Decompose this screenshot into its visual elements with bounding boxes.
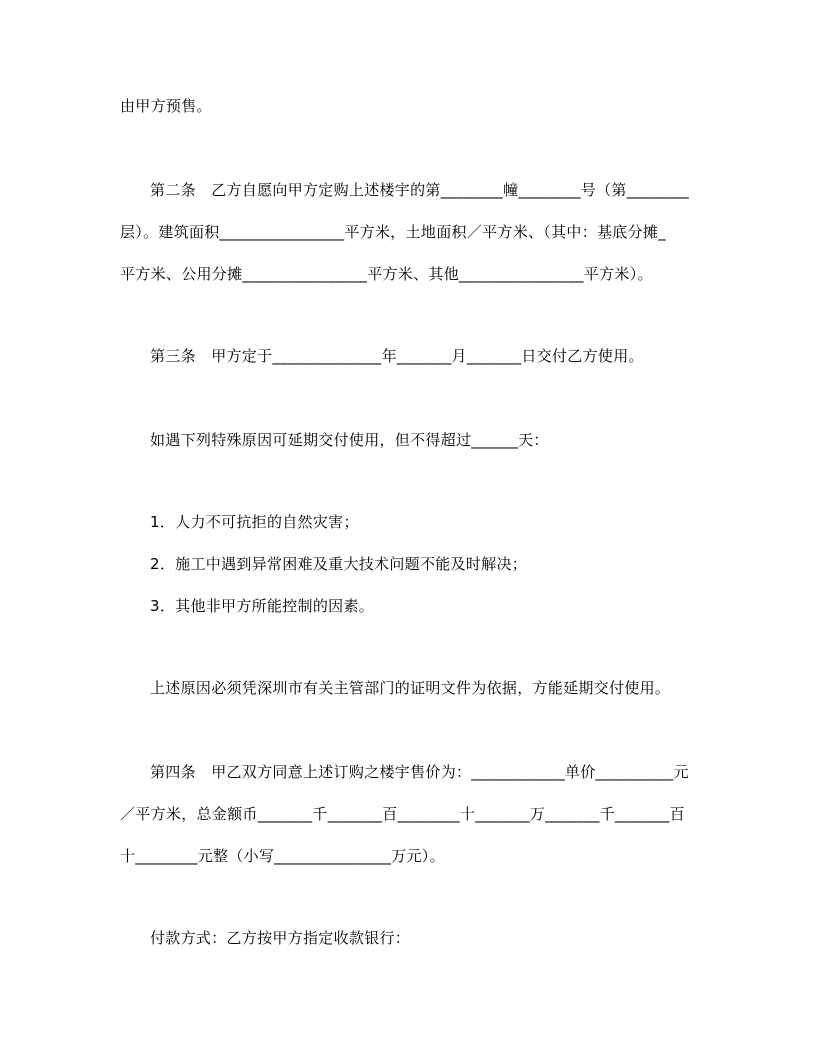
text-line-9: ／平方米，总金额币_______千_______百________十_______万_______千_______百	[120, 805, 685, 823]
list-item-3: 3．其他非甲方所能控制的因素。	[150, 597, 375, 615]
text-line-11: 付款方式：乙方按甲方指定收款银行：	[150, 929, 411, 947]
text-line-5: 第三条 甲方定于______________年_______月_______日交付乙方使用。	[150, 347, 644, 365]
text-line-10: 十________元整（小写_______________万元）。	[120, 847, 445, 865]
text-line-7: 上述原因必须凭深圳市有关主管部门的证明文件为依据，方能延期交付使用。	[150, 679, 671, 697]
text-line-2: 第二条 乙方自愿向甲方定购上述楼宇的第________幢________号（第________	[150, 181, 690, 199]
text-line-1: 由甲方预售。	[120, 97, 212, 115]
text-line-4: 平方米、公用分摊________________平方米、其他________________平方米）。	[120, 265, 653, 283]
text-line-6: 如遇下列特殊原因可延期交付使用，但不得超过______天：	[150, 431, 549, 449]
list-item-2: 2．施工中遇到异常困难及重大技术问题不能及时解决；	[150, 555, 528, 573]
list-item-1: 1．人力不可抗拒的自然灾害；	[150, 513, 359, 531]
text-line-3: 层）。建筑面积________________平方米，土地面积／平方米、（其中：基底分摊_	[120, 223, 667, 241]
text-line-8: 第四条 甲乙双方同意上述订购之楼宇售价为：____________单价__________元	[150, 763, 689, 781]
